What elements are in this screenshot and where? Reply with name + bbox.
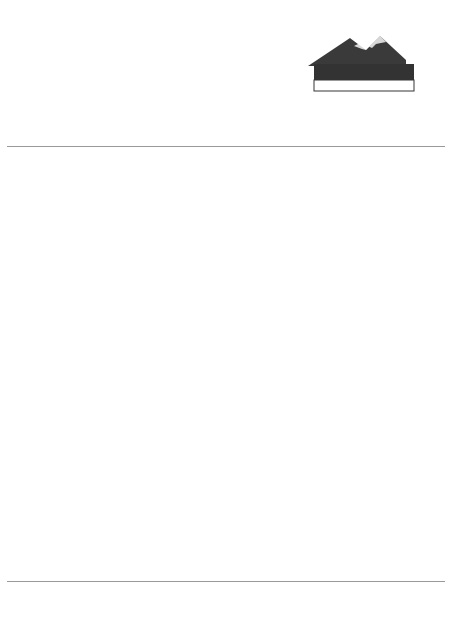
logo-band [314, 64, 414, 80]
logo-mountain-shape [308, 36, 406, 66]
footer-divider [7, 581, 445, 582]
header-divider [7, 146, 445, 147]
transalp-logo [288, 30, 440, 93]
sponsor-bar [7, 592, 447, 620]
logo-bottom-band [314, 80, 414, 91]
